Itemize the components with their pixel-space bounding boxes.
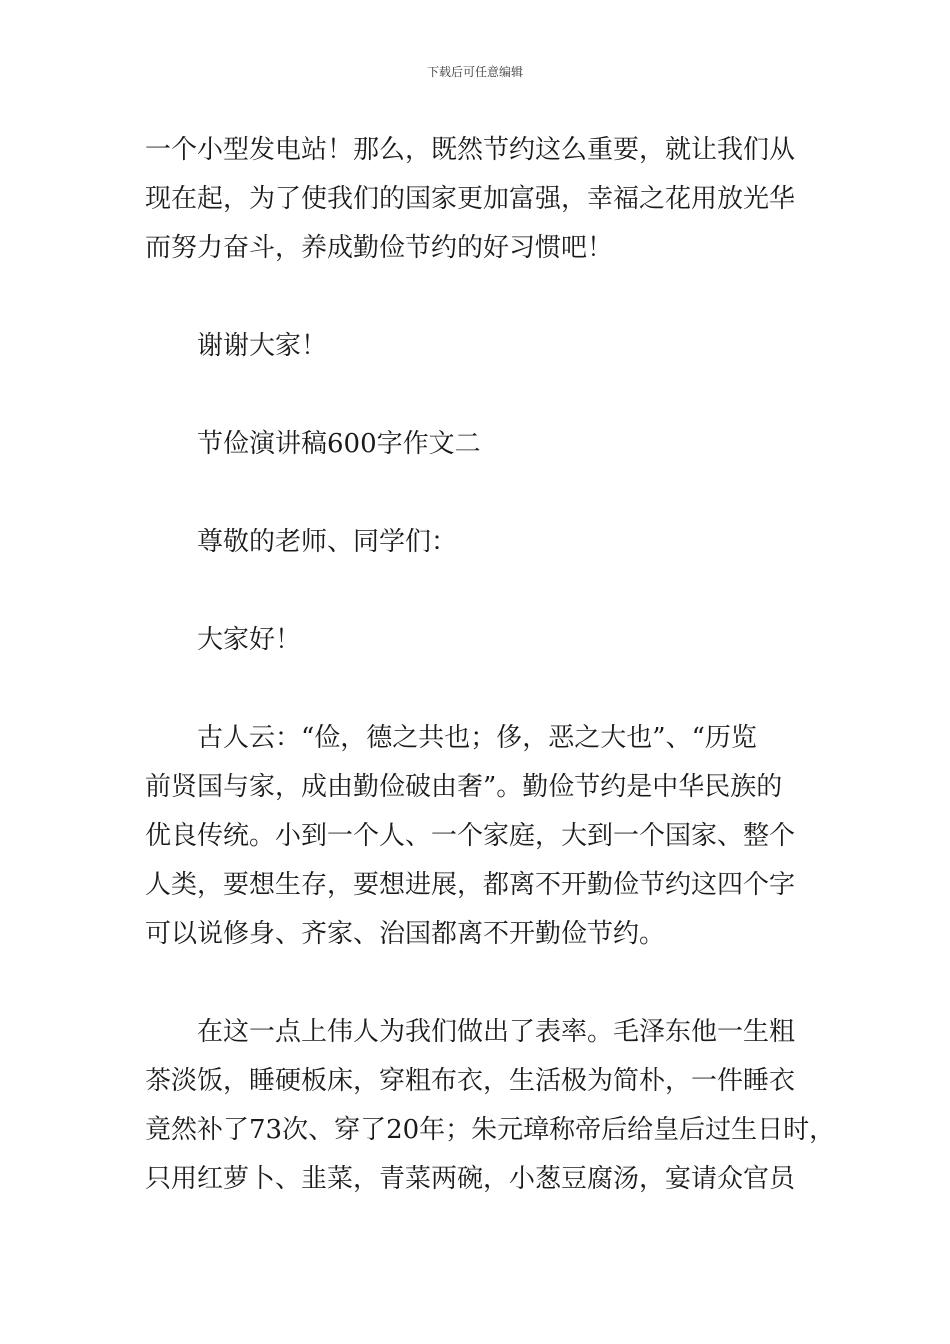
page-header: 下载后可任意编辑 <box>426 65 523 79</box>
paragraph-gap <box>145 273 825 322</box>
text-line: 节俭演讲稿600字作文二 <box>197 429 481 459</box>
paragraph-gap <box>145 371 825 420</box>
text-line: 古人云：“俭，德之共也；侈，恶之大也”、“历览 <box>197 723 757 753</box>
text-line: 竟然补了73次、穿了20年；朱元璋称帝后给皇后过生日时， <box>145 1115 836 1145</box>
text-line: 人类，要想生存，要想进展，都离不开勤俭节约这四个字 <box>145 870 796 900</box>
text-line: 一个小型发电站！那么，既然节约这么重要，就让我们从 <box>145 135 796 165</box>
paragraph-gap <box>145 959 825 1008</box>
text-line: 在这一点上伟人为我们做出了表率。毛泽东他一生粗 <box>197 1017 796 1047</box>
paragraph <box>145 518 825 567</box>
paragraph <box>145 616 825 665</box>
paragraph <box>145 322 825 371</box>
section-title <box>145 420 825 469</box>
text-line: 现在起，为了使我们的国家更加富强，幸福之花用放光华 <box>145 184 796 214</box>
paragraph-gap <box>145 665 825 714</box>
text-line: 前贤国与家，成由勤俭破由奢”。勤俭节约是中华民族的 <box>145 772 783 802</box>
text-line: 尊敬的老师、同学们： <box>197 527 458 557</box>
text-line: 大家好！ <box>197 625 302 655</box>
paragraph-gap <box>145 469 825 518</box>
paragraph <box>145 126 825 273</box>
text-line: 茶淡饭，睡硬板床，穿粗布衣，生活极为简朴，一件睡衣 <box>145 1066 796 1096</box>
text-line: 优良传统。小到一个人、一个家庭，大到一个国家、整个 <box>145 821 796 851</box>
text-line: 谢谢大家！ <box>197 331 328 361</box>
document-body <box>145 126 836 1204</box>
text-line: 只用红萝卜、韭菜，青菜两碗，小葱豆腐汤，宴请众官员 <box>145 1164 796 1194</box>
paragraph-gap <box>145 567 825 616</box>
text-line: 可以说修身、齐家、治国都离不开勤俭节约。 <box>145 919 666 949</box>
paragraph <box>145 1008 836 1204</box>
text-line: 而努力奋斗，养成勤俭节约的好习惯吧！ <box>145 233 614 263</box>
paragraph <box>145 714 825 959</box>
